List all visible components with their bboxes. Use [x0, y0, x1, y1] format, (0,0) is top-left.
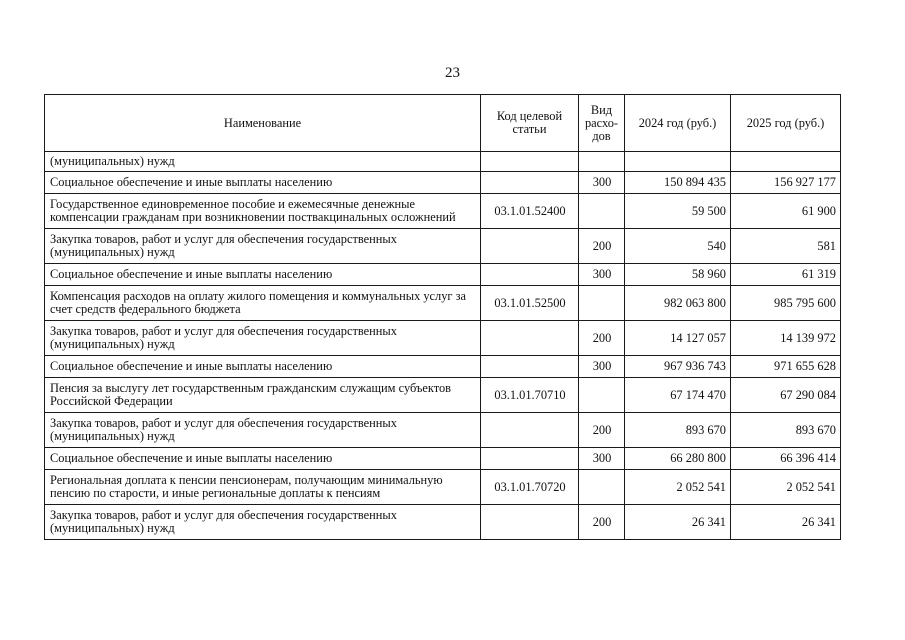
row-code [481, 152, 579, 172]
row-name: Пенсия за выслугу лет государственным гражданским служащим субъектов Российской Федерации [45, 378, 481, 413]
row-amount-2025: 66 396 414 [731, 448, 841, 470]
row-expense-type: 200 [579, 229, 625, 264]
table-row [45, 152, 841, 172]
row-expense-type: 200 [579, 505, 625, 540]
row-amount-2025: 156 927 177 [731, 172, 841, 194]
row-name: Социальное обеспечение и иные выплаты населению [45, 264, 481, 286]
row-code [481, 264, 579, 286]
row-amount-2024: 2 052 541 [625, 470, 731, 505]
row-amount-2025: 971 655 628 [731, 356, 841, 378]
row-name: Государственное единовременное пособие и ежемесячные денежные компенсации гражданам при возникновении поствакцинальных осложнений [45, 194, 481, 229]
row-expense-type: 200 [579, 413, 625, 448]
row-amount-2024: 893 670 [625, 413, 731, 448]
row-amount-2024: 67 174 470 [625, 378, 731, 413]
row-name: Закупка товаров, работ и услуг для обеспечения государственных (муниципальных) нужд [45, 229, 481, 264]
row-amount-2024: 26 341 [625, 505, 731, 540]
row-name: Компенсация расходов на оплату жилого помещения и коммунальных услуг за счет средств федерального бюджета [45, 286, 481, 321]
row-name: Региональная доплата к пенсии пенсионерам, получающим минимальную пенсию по старости, и иные региональные доплаты к пенсиям [45, 470, 481, 505]
row-expense-type [579, 194, 625, 229]
row-amount-2025: 893 670 [731, 413, 841, 448]
row-name: (муниципальных) нужд [45, 152, 481, 172]
table-row [45, 321, 841, 356]
row-code [481, 356, 579, 378]
table-header-row [45, 95, 841, 152]
row-expense-type: 300 [579, 264, 625, 286]
row-expense-type: 300 [579, 356, 625, 378]
row-amount-2024: 14 127 057 [625, 321, 731, 356]
table-row [45, 172, 841, 194]
row-code [481, 448, 579, 470]
table-row [45, 286, 841, 321]
row-name: Социальное обеспечение и иные выплаты населению [45, 356, 481, 378]
row-name: Социальное обеспечение и иные выплаты населению [45, 172, 481, 194]
page-number: 23 [445, 65, 460, 81]
row-expense-type: 200 [579, 321, 625, 356]
row-amount-2024: 66 280 800 [625, 448, 731, 470]
row-code: 03.1.01.70710 [481, 378, 579, 413]
row-amount-2024 [625, 152, 731, 172]
table-row [45, 448, 841, 470]
row-expense-type [579, 378, 625, 413]
table-row [45, 505, 841, 540]
row-expense-type [579, 152, 625, 172]
header-code: Код целевой статьи [481, 95, 579, 152]
row-amount-2025 [731, 152, 841, 172]
row-amount-2024: 967 936 743 [625, 356, 731, 378]
header-2024: 2024 год (руб.) [625, 95, 731, 152]
budget-table [44, 94, 841, 540]
row-code: 03.1.01.52400 [481, 194, 579, 229]
row-amount-2025: 61 319 [731, 264, 841, 286]
row-code: 03.1.01.70720 [481, 470, 579, 505]
row-expense-type [579, 286, 625, 321]
table-row [45, 264, 841, 286]
table-row [45, 378, 841, 413]
table-row [45, 356, 841, 378]
row-name: Социальное обеспечение и иные выплаты населению [45, 448, 481, 470]
row-expense-type: 300 [579, 448, 625, 470]
header-2025: 2025 год (руб.) [731, 95, 841, 152]
row-name: Закупка товаров, работ и услуг для обеспечения государственных (муниципальных) нужд [45, 413, 481, 448]
row-amount-2024: 59 500 [625, 194, 731, 229]
row-amount-2025: 985 795 600 [731, 286, 841, 321]
table-row [45, 229, 841, 264]
header-name: Наименование [45, 95, 481, 152]
row-amount-2025: 61 900 [731, 194, 841, 229]
row-amount-2024: 150 894 435 [625, 172, 731, 194]
row-expense-type: 300 [579, 172, 625, 194]
row-code [481, 229, 579, 264]
row-amount-2024: 540 [625, 229, 731, 264]
table-row [45, 413, 841, 448]
row-expense-type [579, 470, 625, 505]
row-amount-2025: 14 139 972 [731, 321, 841, 356]
row-code [481, 172, 579, 194]
row-name: Закупка товаров, работ и услуг для обеспечения государственных (муниципальных) нужд [45, 505, 481, 540]
row-amount-2025: 581 [731, 229, 841, 264]
table-row [45, 470, 841, 505]
row-code [481, 413, 579, 448]
row-code [481, 321, 579, 356]
row-amount-2025: 26 341 [731, 505, 841, 540]
row-amount-2024: 58 960 [625, 264, 731, 286]
row-amount-2024: 982 063 800 [625, 286, 731, 321]
table-row [45, 194, 841, 229]
row-name: Закупка товаров, работ и услуг для обеспечения государственных (муниципальных) нужд [45, 321, 481, 356]
header-expense-type: Вид расхо-дов [579, 95, 625, 152]
row-amount-2025: 67 290 084 [731, 378, 841, 413]
row-amount-2025: 2 052 541 [731, 470, 841, 505]
row-code [481, 505, 579, 540]
row-code: 03.1.01.52500 [481, 286, 579, 321]
